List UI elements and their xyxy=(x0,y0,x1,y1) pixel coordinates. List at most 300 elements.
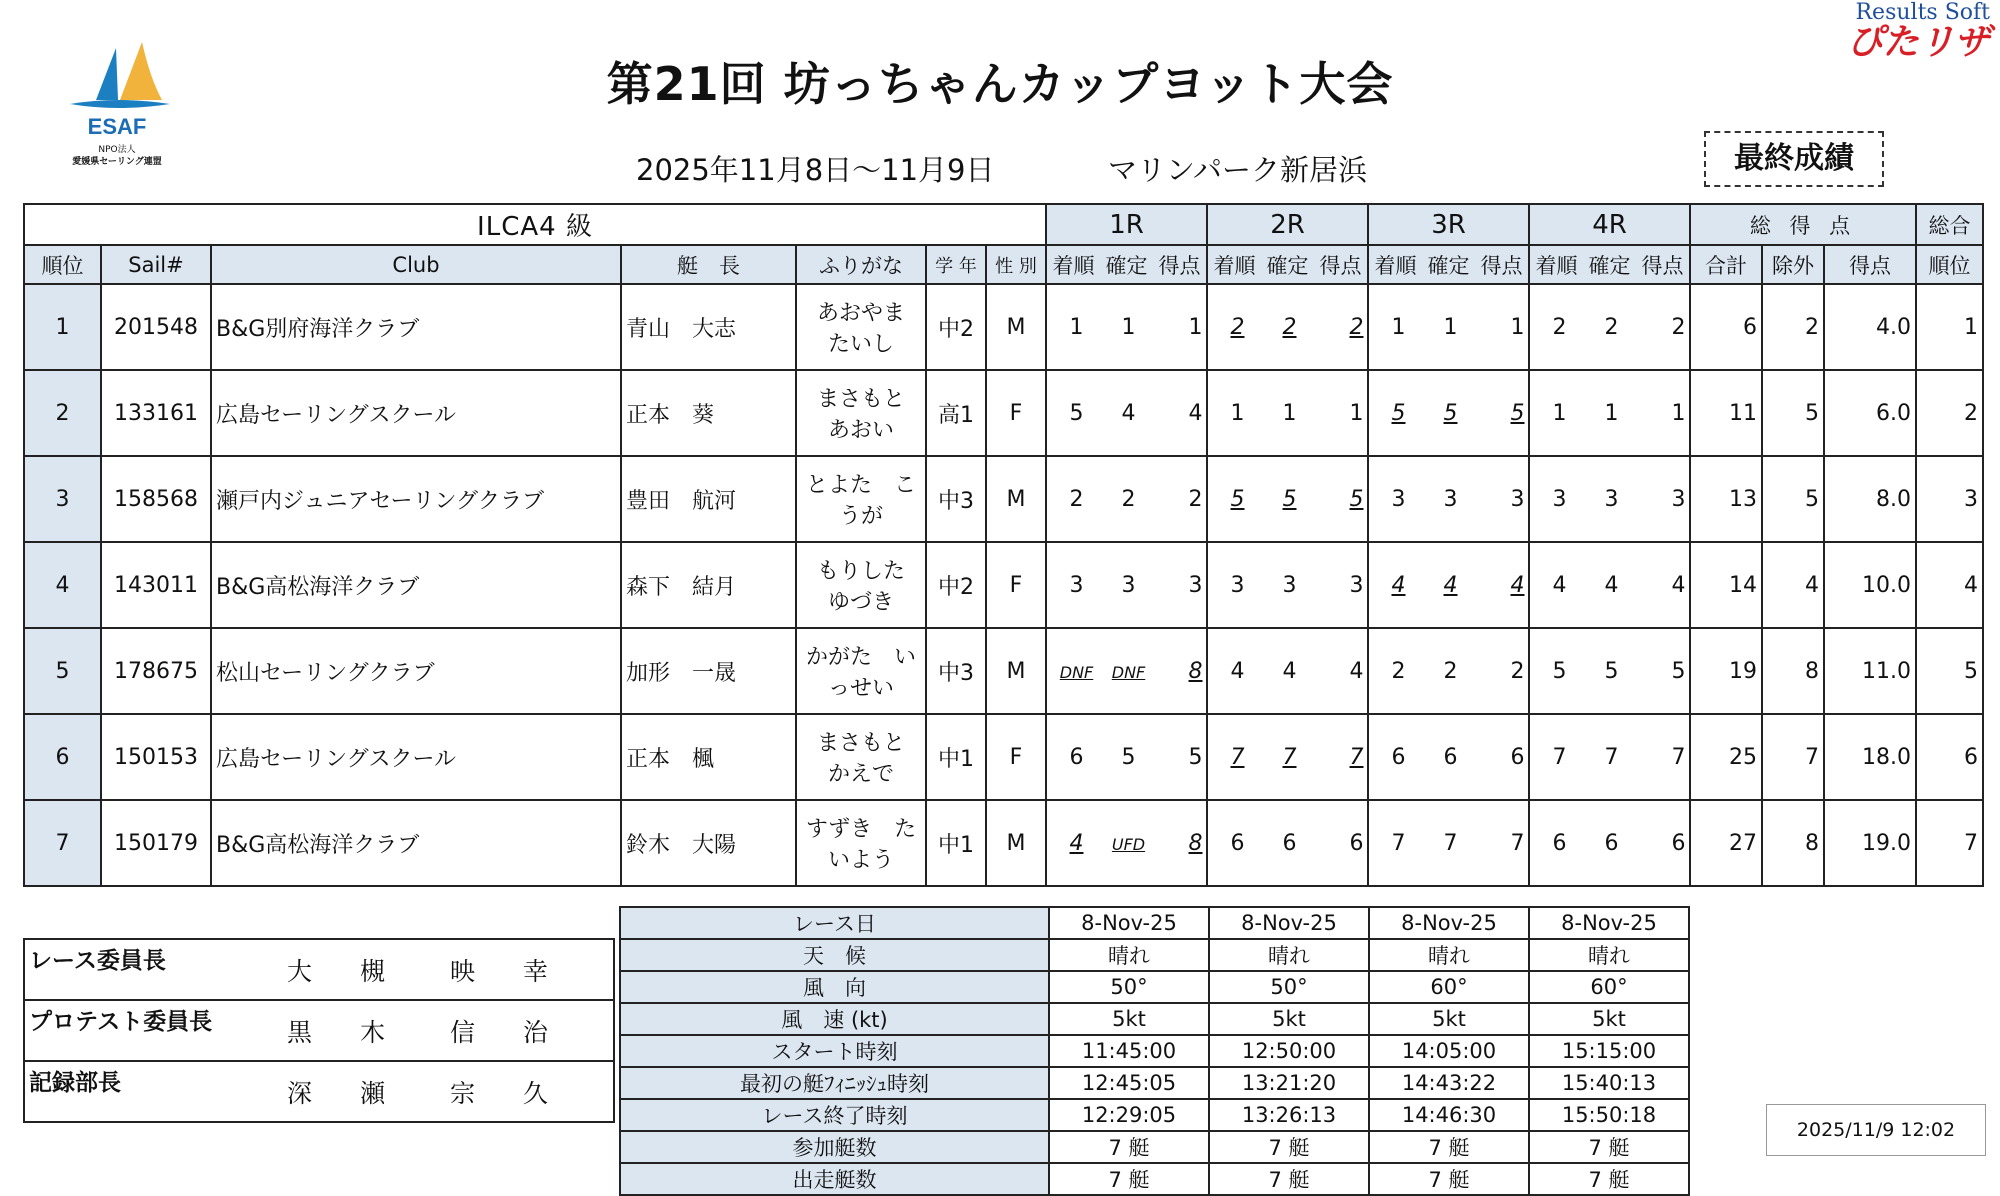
condition-label: 風 向 xyxy=(620,971,1049,1003)
condition-row xyxy=(620,1131,1689,1163)
finish-value: 2 xyxy=(1552,314,1567,340)
race-2-cell xyxy=(1207,370,1368,456)
race-2-cell xyxy=(1207,456,1368,542)
confirmed-value: 1 xyxy=(1282,400,1297,426)
points-value: 1 xyxy=(1671,400,1686,426)
exclude-cell: 4 xyxy=(1762,542,1824,628)
official-row xyxy=(24,1000,614,1061)
points-value: 6 xyxy=(1510,744,1525,770)
condition-value: 7 艇 xyxy=(1209,1163,1369,1195)
confirmed-value: UFD xyxy=(1111,834,1146,854)
race-3-cell xyxy=(1368,284,1529,370)
skipper-cell: 正本 楓 xyxy=(621,714,796,800)
finish-value: 6 xyxy=(1391,744,1406,770)
points-value: 4 xyxy=(1510,572,1525,598)
exclude-cell: 2 xyxy=(1762,284,1824,370)
race-subheader-finish: 着順 xyxy=(1374,253,1417,278)
condition-value: 12:45:05 xyxy=(1049,1067,1209,1099)
condition-value: 60° xyxy=(1369,971,1529,1003)
skipper-cell: 青山 大志 xyxy=(621,284,796,370)
exclude-cell: 7 xyxy=(1762,714,1824,800)
race-4-cell xyxy=(1529,542,1690,628)
points-value: 7 xyxy=(1510,830,1525,856)
condition-label: レース日 xyxy=(620,907,1049,939)
overall-rank-cell: 1 xyxy=(1916,284,1983,370)
race-1-cell xyxy=(1046,456,1207,542)
race-subheader xyxy=(1529,245,1690,284)
kana-cell: まさもと かえで xyxy=(796,714,926,800)
score-cell: 11.0 xyxy=(1824,628,1916,714)
results-table xyxy=(23,203,1984,887)
sex-cell: M xyxy=(986,284,1046,370)
condition-row xyxy=(620,1099,1689,1131)
finish-value: 3 xyxy=(1552,486,1567,512)
finish-value: 1 xyxy=(1552,400,1567,426)
finish-value: 6 xyxy=(1069,744,1084,770)
race-4-cell xyxy=(1529,800,1690,886)
race-4-cell xyxy=(1529,370,1690,456)
official-row xyxy=(24,1061,614,1122)
condition-value: 50° xyxy=(1049,971,1209,1003)
race-subheader-points: 得点 xyxy=(1158,253,1201,278)
condition-value: 5kt xyxy=(1049,1003,1209,1035)
condition-value: 5kt xyxy=(1209,1003,1369,1035)
points-value: 5 xyxy=(1671,658,1686,684)
sail-number-cell: 158568 xyxy=(101,456,211,542)
condition-label: 天 候 xyxy=(620,939,1049,971)
confirmed-value: 2 xyxy=(1443,658,1458,684)
condition-value: 晴れ xyxy=(1049,939,1209,971)
finish-value: 6 xyxy=(1230,830,1245,856)
race-3-cell xyxy=(1368,628,1529,714)
condition-value: 7 艇 xyxy=(1369,1163,1529,1195)
sum-cell: 27 xyxy=(1690,800,1762,886)
grade-cell: 中3 xyxy=(926,456,986,542)
race-1-cell xyxy=(1046,370,1207,456)
event-venue: マリンパーク新居浜 xyxy=(1108,153,1367,187)
score-cell: 10.0 xyxy=(1824,542,1916,628)
race-2-cell xyxy=(1207,628,1368,714)
skipper-cell: 加形 一晟 xyxy=(621,628,796,714)
race-3-cell xyxy=(1368,456,1529,542)
confirmed-value: 2 xyxy=(1282,314,1297,340)
condition-row xyxy=(620,939,1689,971)
race-1-cell xyxy=(1046,800,1207,886)
sum-cell: 25 xyxy=(1690,714,1762,800)
condition-value: 8-Nov-25 xyxy=(1369,907,1529,939)
condition-value: 晴れ xyxy=(1209,939,1369,971)
finish-value: 5 xyxy=(1552,658,1567,684)
race-subheader-confirmed: 確定 xyxy=(1427,253,1470,278)
race-4-cell xyxy=(1529,714,1690,800)
sex-cell: F xyxy=(986,370,1046,456)
brand-japanese: ぴたリザ xyxy=(1846,22,1990,63)
condition-value: 8-Nov-25 xyxy=(1529,907,1689,939)
skipper-cell: 鈴木 大陽 xyxy=(621,800,796,886)
col-rank: 順位 xyxy=(24,245,101,284)
finish-value: 3 xyxy=(1069,572,1084,598)
points-value: 4 xyxy=(1349,658,1364,684)
points-value: 6 xyxy=(1349,830,1364,856)
confirmed-value: 1 xyxy=(1443,314,1458,340)
condition-value: 7 艇 xyxy=(1529,1163,1689,1195)
table-row xyxy=(24,456,1983,542)
confirmed-value: 3 xyxy=(1121,572,1136,598)
points-value: 5 xyxy=(1510,400,1525,426)
points-value: 8 xyxy=(1188,658,1203,684)
club-cell: B&G高松海洋クラブ xyxy=(211,542,621,628)
sail-number-cell: 133161 xyxy=(101,370,211,456)
race-1-cell xyxy=(1046,628,1207,714)
official-role: レース委員長 xyxy=(24,939,283,1000)
points-value: 3 xyxy=(1349,572,1364,598)
official-name: 黒 木 信 治 xyxy=(283,1000,614,1061)
condition-value: 50° xyxy=(1209,971,1369,1003)
rank-cell: 1 xyxy=(24,284,101,370)
condition-label: 出走艇数 xyxy=(620,1163,1049,1195)
race-subheader-confirmed: 確定 xyxy=(1105,253,1148,278)
score-cell: 8.0 xyxy=(1824,456,1916,542)
condition-label: 最初の艇ﾌｨﾆｯｼｭ時刻 xyxy=(620,1067,1049,1099)
kana-cell: とよた こうが xyxy=(796,456,926,542)
overall-header: 総合 xyxy=(1916,204,1983,245)
grade-cell: 中1 xyxy=(926,714,986,800)
table-row xyxy=(24,284,1983,370)
points-value: 2 xyxy=(1671,314,1686,340)
confirmed-value: 7 xyxy=(1443,830,1458,856)
finish-value: 2 xyxy=(1069,486,1084,512)
finish-value: 5 xyxy=(1069,400,1084,426)
points-value: 4 xyxy=(1188,400,1203,426)
sex-cell: M xyxy=(986,628,1046,714)
confirmed-value: 7 xyxy=(1282,744,1297,770)
race-subheader-points: 得点 xyxy=(1319,253,1362,278)
points-value: 3 xyxy=(1510,486,1525,512)
official-role: 記録部長 xyxy=(24,1061,283,1122)
condition-value: 14:43:22 xyxy=(1369,1067,1529,1099)
finish-value: 4 xyxy=(1230,658,1245,684)
overall-rank-cell: 3 xyxy=(1916,456,1983,542)
grade-cell: 中2 xyxy=(926,284,986,370)
official-row xyxy=(24,939,614,1000)
points-value: 7 xyxy=(1349,744,1364,770)
finish-value: 5 xyxy=(1391,400,1406,426)
overall-rank-cell: 7 xyxy=(1916,800,1983,886)
condition-value: 7 艇 xyxy=(1209,1131,1369,1163)
grade-cell: 中3 xyxy=(926,628,986,714)
race-4-cell xyxy=(1529,628,1690,714)
sail-number-cell: 201548 xyxy=(101,284,211,370)
race-subheader-finish: 着順 xyxy=(1213,253,1256,278)
condition-label: 風 速 (kt) xyxy=(620,1003,1049,1035)
condition-value: 晴れ xyxy=(1529,939,1689,971)
points-value: 8 xyxy=(1188,830,1203,856)
condition-value: 15:15:00 xyxy=(1529,1035,1689,1067)
sum-cell: 14 xyxy=(1690,542,1762,628)
condition-value: 晴れ xyxy=(1369,939,1529,971)
kana-cell: すずき たいよう xyxy=(796,800,926,886)
generated-timestamp: 2025/11/9 12:02 xyxy=(1766,1104,1986,1156)
condition-value: 8-Nov-25 xyxy=(1049,907,1209,939)
officials-table xyxy=(23,938,615,1123)
finish-value: 1 xyxy=(1391,314,1406,340)
logo-subtitle: NPO法人 xyxy=(98,145,136,155)
confirmed-value: 4 xyxy=(1121,400,1136,426)
sum-cell: 6 xyxy=(1690,284,1762,370)
confirmed-value: 2 xyxy=(1121,486,1136,512)
race-subheader xyxy=(1046,245,1207,284)
race-subheader xyxy=(1368,245,1529,284)
race-header-2: 2R xyxy=(1207,204,1368,245)
kana-cell: あおやま たいし xyxy=(796,284,926,370)
race-3-cell xyxy=(1368,370,1529,456)
club-cell: 瀬戸内ジュニアセーリングクラブ xyxy=(211,456,621,542)
confirmed-value: 3 xyxy=(1604,486,1619,512)
confirmed-value: 1 xyxy=(1121,314,1136,340)
race-header-3: 3R xyxy=(1368,204,1529,245)
race-3-cell xyxy=(1368,714,1529,800)
grade-cell: 中2 xyxy=(926,542,986,628)
race-1-cell xyxy=(1046,714,1207,800)
race-3-cell xyxy=(1368,800,1529,886)
confirmed-value: 5 xyxy=(1121,744,1136,770)
race-2-cell xyxy=(1207,800,1368,886)
overall-rank-cell: 5 xyxy=(1916,628,1983,714)
page-title: 第21回 坊っちゃんカップヨット大会 xyxy=(606,57,1394,111)
table-row xyxy=(24,542,1983,628)
sail-number-cell: 143011 xyxy=(101,542,211,628)
exclude-cell: 5 xyxy=(1762,456,1824,542)
condition-row xyxy=(620,971,1689,1003)
confirmed-value: 3 xyxy=(1443,486,1458,512)
sex-cell: F xyxy=(986,714,1046,800)
condition-label: スタート時刻 xyxy=(620,1035,1049,1067)
col-sail: Sail# xyxy=(101,245,211,284)
club-cell: 広島セーリングスクール xyxy=(211,714,621,800)
grade-cell: 中1 xyxy=(926,800,986,886)
exclude-cell: 5 xyxy=(1762,370,1824,456)
confirmed-value: 7 xyxy=(1604,744,1619,770)
condition-value: 13:21:20 xyxy=(1209,1067,1369,1099)
score-cell: 6.0 xyxy=(1824,370,1916,456)
table-row xyxy=(24,714,1983,800)
race-subheader-points: 得点 xyxy=(1641,253,1684,278)
points-value: 7 xyxy=(1671,744,1686,770)
overall-rank-cell: 6 xyxy=(1916,714,1983,800)
sex-cell: M xyxy=(986,800,1046,886)
finish-value: 2 xyxy=(1391,658,1406,684)
condition-value: 7 艇 xyxy=(1529,1131,1689,1163)
table-row xyxy=(24,628,1983,714)
logo-name: ESAF xyxy=(87,114,147,139)
club-cell: B&G高松海洋クラブ xyxy=(211,800,621,886)
race-1-cell xyxy=(1046,284,1207,370)
condition-value: 60° xyxy=(1529,971,1689,1003)
condition-row xyxy=(620,907,1689,939)
rank-cell: 7 xyxy=(24,800,101,886)
sex-cell: M xyxy=(986,456,1046,542)
sail-number-cell: 150179 xyxy=(101,800,211,886)
confirmed-value: 6 xyxy=(1604,830,1619,856)
race-conditions-table xyxy=(619,906,1690,1196)
finish-value: 7 xyxy=(1391,830,1406,856)
condition-label: レース終了時刻 xyxy=(620,1099,1049,1131)
score-cell: 18.0 xyxy=(1824,714,1916,800)
col-club: Club xyxy=(211,245,621,284)
points-value: 1 xyxy=(1510,314,1525,340)
sail-number-cell: 150153 xyxy=(101,714,211,800)
condition-label: 参加艇数 xyxy=(620,1131,1049,1163)
brand-english: Results Soft xyxy=(1855,0,1990,25)
condition-row xyxy=(620,1163,1689,1195)
finish-value: 3 xyxy=(1391,486,1406,512)
club-cell: B&G別府海洋クラブ xyxy=(211,284,621,370)
finish-value: 4 xyxy=(1552,572,1567,598)
condition-value: 14:05:00 xyxy=(1369,1035,1529,1067)
condition-value: 5kt xyxy=(1369,1003,1529,1035)
finish-value: DNF xyxy=(1059,662,1094,682)
rank-cell: 3 xyxy=(24,456,101,542)
col-overall: 順位 xyxy=(1916,245,1983,284)
confirmed-value: 3 xyxy=(1282,572,1297,598)
confirmed-value: 4 xyxy=(1282,658,1297,684)
confirmed-value: 1 xyxy=(1604,400,1619,426)
race-subheader-confirmed: 確定 xyxy=(1266,253,1309,278)
race-4-cell xyxy=(1529,284,1690,370)
exclude-cell: 8 xyxy=(1762,800,1824,886)
sail-number-cell: 178675 xyxy=(101,628,211,714)
points-value: 1 xyxy=(1349,400,1364,426)
class-name: ILCA4 級 xyxy=(24,204,1046,245)
col-grade: 学 年 xyxy=(926,245,986,284)
col-sum: 合計 xyxy=(1690,245,1762,284)
col-skipper: 艇 長 xyxy=(621,245,796,284)
rank-cell: 5 xyxy=(24,628,101,714)
points-value: 6 xyxy=(1671,830,1686,856)
condition-value: 5kt xyxy=(1529,1003,1689,1035)
points-value: 2 xyxy=(1188,486,1203,512)
race-subheader-points: 得点 xyxy=(1480,253,1523,278)
exclude-cell: 8 xyxy=(1762,628,1824,714)
points-value: 3 xyxy=(1188,572,1203,598)
points-value: 2 xyxy=(1349,314,1364,340)
sum-cell: 19 xyxy=(1690,628,1762,714)
sex-cell: F xyxy=(986,542,1046,628)
finish-value: 7 xyxy=(1230,744,1245,770)
condition-value: 7 艇 xyxy=(1369,1131,1529,1163)
race-subheader-finish: 着順 xyxy=(1052,253,1095,278)
kana-cell: まさもと あおい xyxy=(796,370,926,456)
condition-value: 14:46:30 xyxy=(1369,1099,1529,1131)
condition-row xyxy=(620,1035,1689,1067)
rank-cell: 4 xyxy=(24,542,101,628)
grade-cell: 高1 xyxy=(926,370,986,456)
confirmed-value: 2 xyxy=(1604,314,1619,340)
race-2-cell xyxy=(1207,542,1368,628)
race-subheader-finish: 着順 xyxy=(1535,253,1578,278)
kana-cell: かがた いっせい xyxy=(796,628,926,714)
score-cell: 4.0 xyxy=(1824,284,1916,370)
points-value: 5 xyxy=(1188,744,1203,770)
confirmed-value: 5 xyxy=(1443,400,1458,426)
race-subheader xyxy=(1207,245,1368,284)
finish-value: 3 xyxy=(1230,572,1245,598)
finish-value: 5 xyxy=(1230,486,1245,512)
club-cell: 松山セーリングクラブ xyxy=(211,628,621,714)
confirmed-value: 5 xyxy=(1604,658,1619,684)
finish-value: 1 xyxy=(1069,314,1084,340)
table-row xyxy=(24,800,1983,886)
rank-cell: 2 xyxy=(24,370,101,456)
points-value: 2 xyxy=(1510,658,1525,684)
condition-value: 13:26:13 xyxy=(1209,1099,1369,1131)
club-cell: 広島セーリングスクール xyxy=(211,370,621,456)
points-value: 5 xyxy=(1349,486,1364,512)
race-2-cell xyxy=(1207,714,1368,800)
col-exclude: 除外 xyxy=(1762,245,1824,284)
condition-value: 7 艇 xyxy=(1049,1163,1209,1195)
finish-value: 4 xyxy=(1069,830,1084,856)
condition-value: 11:45:00 xyxy=(1049,1035,1209,1067)
points-value: 3 xyxy=(1671,486,1686,512)
race-header-1: 1R xyxy=(1046,204,1207,245)
race-3-cell xyxy=(1368,542,1529,628)
race-1-cell xyxy=(1046,542,1207,628)
points-value: 1 xyxy=(1188,314,1203,340)
finish-value: 2 xyxy=(1230,314,1245,340)
condition-row xyxy=(620,1067,1689,1099)
confirmed-value: DNF xyxy=(1111,662,1146,682)
condition-value: 12:50:00 xyxy=(1209,1035,1369,1067)
confirmed-value: 6 xyxy=(1282,830,1297,856)
rank-cell: 6 xyxy=(24,714,101,800)
race-header-4: 4R xyxy=(1529,204,1690,245)
condition-value: 7 艇 xyxy=(1049,1131,1209,1163)
col-score: 得点 xyxy=(1824,245,1916,284)
confirmed-value: 5 xyxy=(1282,486,1297,512)
points-value: 4 xyxy=(1671,572,1686,598)
condition-value: 15:50:18 xyxy=(1529,1099,1689,1131)
condition-value: 15:40:13 xyxy=(1529,1067,1689,1099)
table-row xyxy=(24,370,1983,456)
condition-value: 12:29:05 xyxy=(1049,1099,1209,1131)
kana-cell: もりした ゆづき xyxy=(796,542,926,628)
finish-value: 7 xyxy=(1552,744,1567,770)
sum-cell: 11 xyxy=(1690,370,1762,456)
official-role: プロテスト委員長 xyxy=(24,1000,283,1061)
official-name: 大 槻 映 幸 xyxy=(283,939,614,1000)
skipper-cell: 森下 結月 xyxy=(621,542,796,628)
col-sex: 性 別 xyxy=(986,245,1046,284)
condition-value: 8-Nov-25 xyxy=(1209,907,1369,939)
overall-rank-cell: 2 xyxy=(1916,370,1983,456)
overall-rank-cell: 4 xyxy=(1916,542,1983,628)
finish-value: 6 xyxy=(1552,830,1567,856)
event-period: 2025年11月8日～11月9日 xyxy=(636,153,995,187)
confirmed-value: 4 xyxy=(1604,572,1619,598)
skipper-cell: 正本 葵 xyxy=(621,370,796,456)
total-points-header: 総 得 点 xyxy=(1690,204,1916,245)
confirmed-value: 4 xyxy=(1443,572,1458,598)
condition-row xyxy=(620,1003,1689,1035)
skipper-cell: 豊田 航河 xyxy=(621,456,796,542)
confirmed-value: 6 xyxy=(1443,744,1458,770)
finish-value: 4 xyxy=(1391,572,1406,598)
sum-cell: 13 xyxy=(1690,456,1762,542)
logo-org-name: 愛媛県セーリング連盟 xyxy=(72,157,162,167)
race-2-cell xyxy=(1207,284,1368,370)
finish-value: 1 xyxy=(1230,400,1245,426)
